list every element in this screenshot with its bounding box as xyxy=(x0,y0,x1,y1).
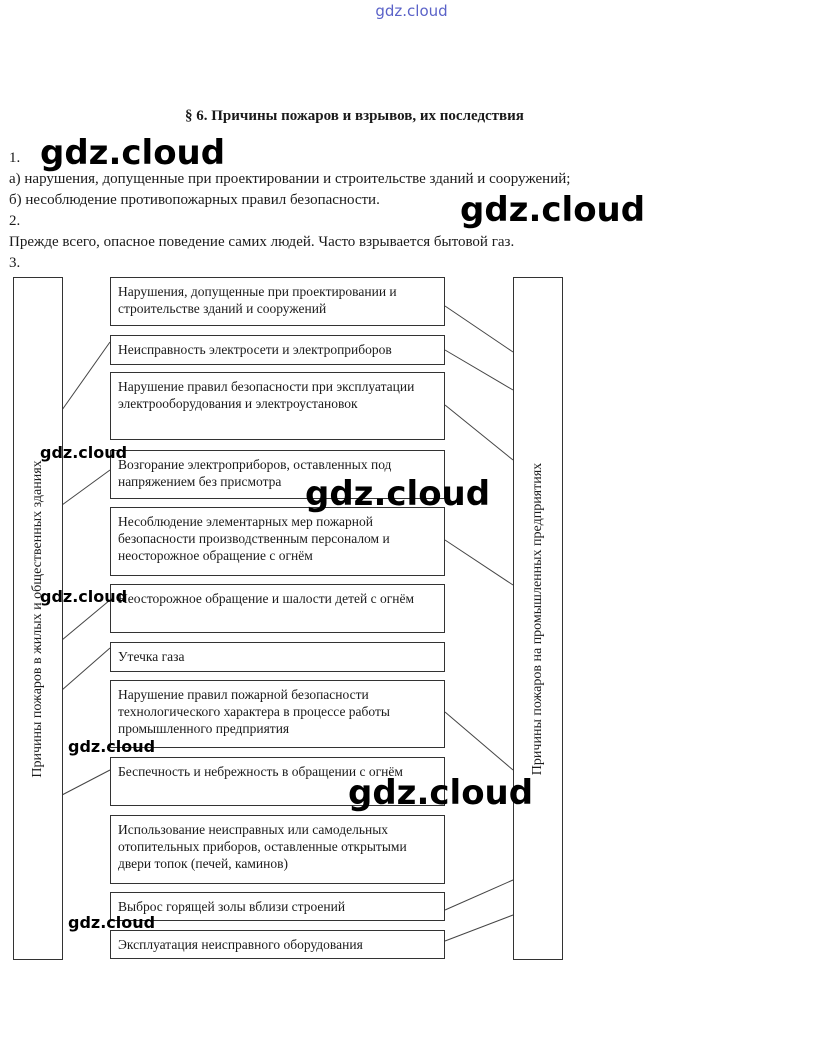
cause-box: Беспечность и небрежность в обращении с огнём xyxy=(110,757,445,806)
right-category-label: Причины пожаров на промышленных предприятиях xyxy=(530,462,545,775)
left-category-box xyxy=(13,277,63,960)
cause-box: Неосторожное обращение и шалости детей с огнём xyxy=(110,584,445,633)
watermark: gdz.cloud xyxy=(305,474,491,514)
answer-2-number: 2. xyxy=(9,213,21,229)
answer-3-number: 3. xyxy=(9,255,21,271)
watermark: gdz.cloud xyxy=(40,443,128,462)
right-category-box xyxy=(513,277,563,960)
watermark: gdz.cloud xyxy=(460,190,646,230)
cause-box: Нарушение правил пожарной безопасности технологического характера в процессе работы промышленного предприятия xyxy=(110,680,445,748)
answer-1-number: 1. xyxy=(9,150,21,166)
watermark: gdz.cloud xyxy=(40,133,226,173)
cause-box: Нарушение правил безопасности при эксплуатации электрооборудования и электроустановок xyxy=(110,372,445,440)
watermark: gdz.cloud xyxy=(68,913,156,932)
left-category-label: Причины пожаров в жилых и общественных зданиях xyxy=(30,459,45,778)
answer-1-a: а) нарушения, допущенные при проектировании и строительстве зданий и сооружений; xyxy=(9,171,571,187)
header-watermark: gdz.cloud xyxy=(375,2,448,20)
answer-2-text: Прежде всего, опасное поведение самих людей. Часто взрывается бытовой газ. xyxy=(9,234,515,250)
watermark: gdz.cloud xyxy=(348,773,534,813)
cause-box: Утечка газа xyxy=(110,642,445,672)
cause-box: Несоблюдение элементарных мер пожарной безопасности производственным персоналом и неосторожное обращение с огнём xyxy=(110,507,445,576)
cause-box: Выброс горящей золы вблизи строений xyxy=(110,892,445,921)
watermark: gdz.cloud xyxy=(68,737,156,756)
cause-box: Возгорание электроприборов, оставленных под напряжением без присмотра xyxy=(110,450,445,499)
answer-1-b: б) несоблюдение противопожарных правил безопасности. xyxy=(9,192,380,208)
cause-box: Использование неисправных или самодельных отопительных приборов, оставленные открытыми двери топок (печей, каминов) xyxy=(110,815,445,884)
cause-box: Неисправность электросети и электроприборов xyxy=(110,335,445,365)
cause-box: Нарушения, допущенные при проектировании и строительстве зданий и сооружений xyxy=(110,277,445,326)
cause-box: Эксплуатация неисправного оборудования xyxy=(110,930,445,959)
section-title: § 6. Причины пожаров и взрывов, их последствия xyxy=(185,108,524,124)
watermark: gdz.cloud xyxy=(40,587,128,606)
